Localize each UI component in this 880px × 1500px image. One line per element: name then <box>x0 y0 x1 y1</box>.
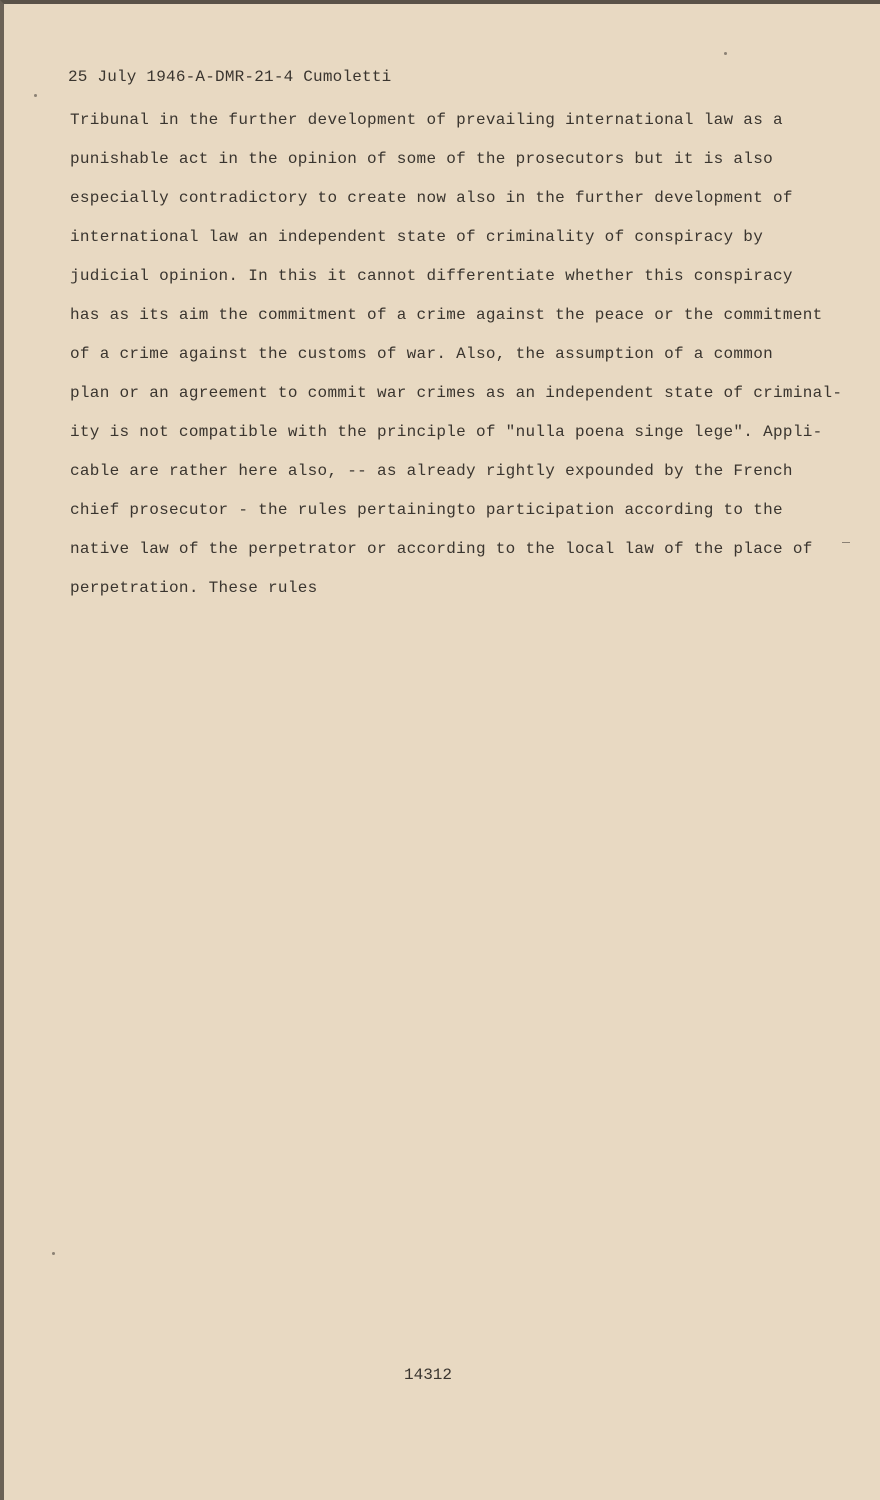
text-line: especially contradictory to create now also in the further development of <box>70 189 793 207</box>
text-line: judicial opinion. In this it cannot differentiate whether this conspiracy <box>70 267 793 285</box>
text-line: of a crime against the customs of war. Also, the assumption of a common <box>70 345 774 363</box>
text-line: cable are rather here also, -- as already rightly expounded by the French <box>70 462 793 480</box>
text-line: Tribunal in the further development of prevailing international law as a <box>70 111 783 129</box>
document-body <box>70 106 843 613</box>
paper-speck <box>52 1252 55 1255</box>
text-line: plan or an agreement to commit war crimes as an independent state of criminal- <box>70 384 843 402</box>
document-header: 25 July 1946-A-DMR-21-4 Cumoletti <box>68 68 392 86</box>
page-number: 14312 <box>404 1366 453 1384</box>
text-line: chief prosecutor - the rules pertainingto participation according to the <box>70 501 783 519</box>
paper-speck <box>34 94 37 97</box>
text-line: perpetration. These rules <box>70 579 318 597</box>
text-line: international law an independent state of criminality of conspiracy by <box>70 228 764 246</box>
text-line: has as its aim the commitment of a crime against the peace or the commitment <box>70 306 823 324</box>
text-line: native law of the perpetrator or according to the local law of the place of <box>70 540 813 558</box>
paper-speck <box>842 542 850 543</box>
text-line: ity is not compatible with the principle of "nulla poena singe lege". Appli- <box>70 423 823 441</box>
text-line: punishable act in the opinion of some of the prosecutors but it is also <box>70 150 774 168</box>
paper-speck <box>724 52 727 55</box>
